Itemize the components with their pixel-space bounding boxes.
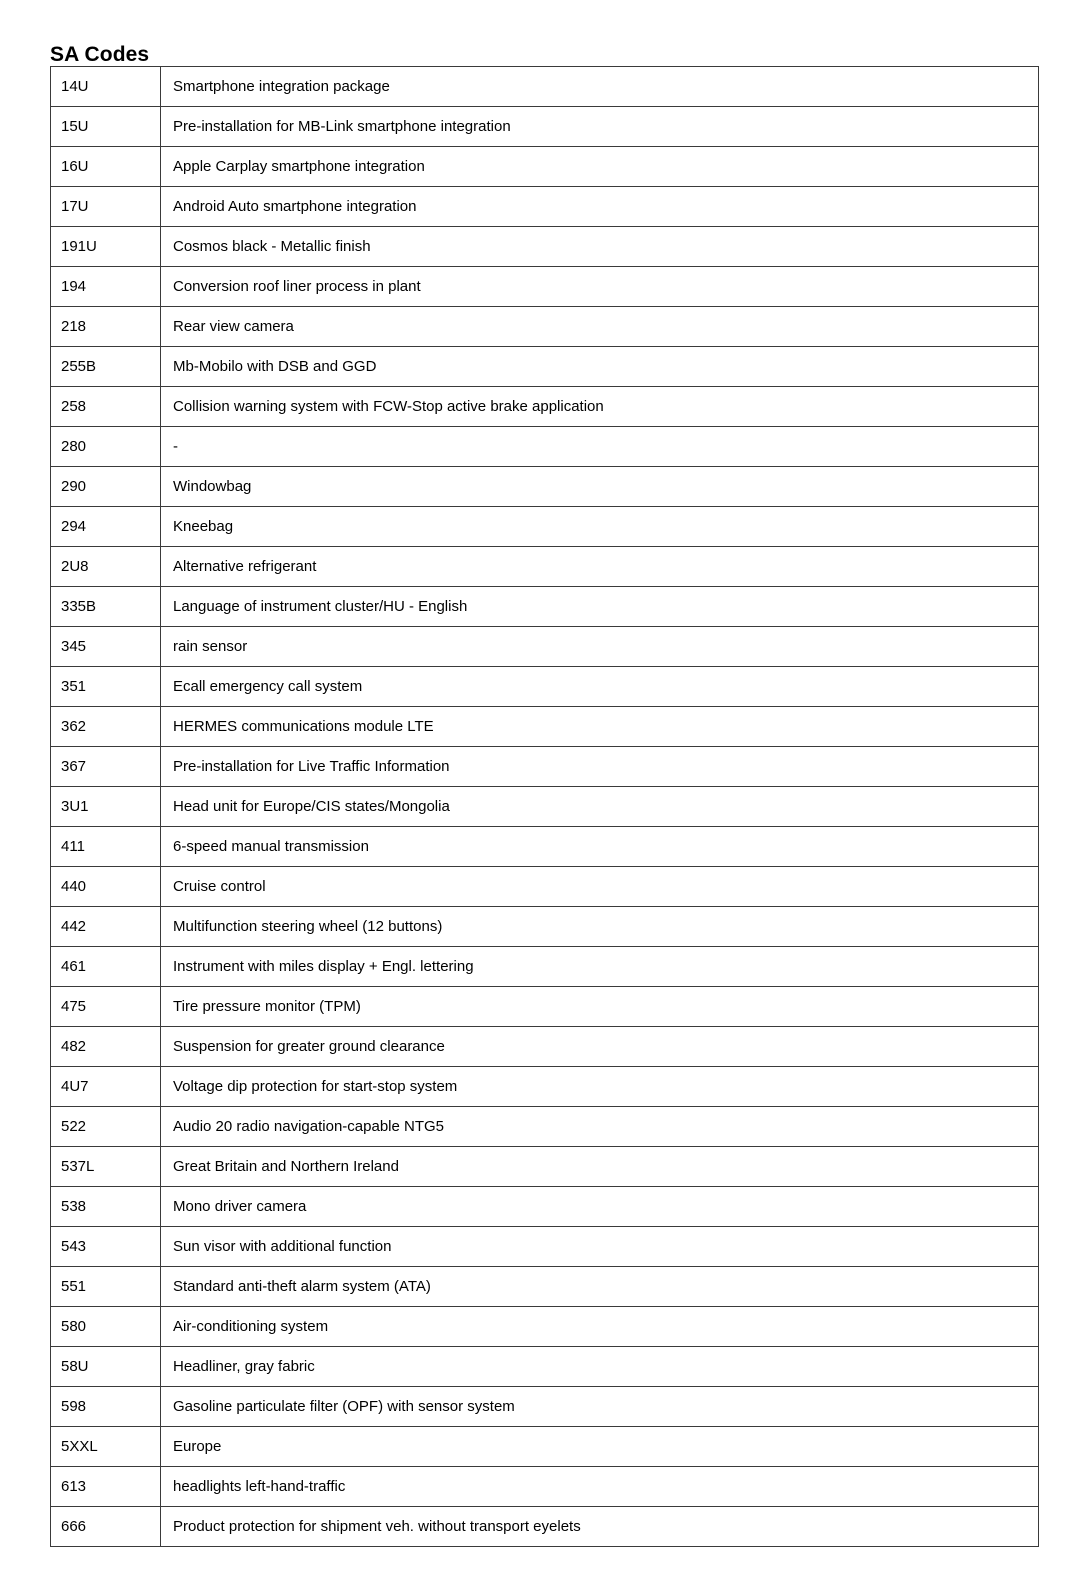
sa-description-cell: Windowbag	[161, 467, 1039, 507]
table-row	[51, 1187, 1039, 1227]
table-row	[51, 507, 1039, 547]
sa-description-cell: Sun visor with additional function	[161, 1227, 1039, 1267]
sa-description-cell: Product protection for shipment veh. without transport eyelets	[161, 1507, 1039, 1547]
sa-code-cell: 5XXL	[51, 1427, 161, 1467]
table-row	[51, 667, 1039, 707]
sa-codes-table	[50, 66, 1039, 1547]
table-row	[51, 1267, 1039, 1307]
sa-code-cell: 461	[51, 947, 161, 987]
table-row	[51, 467, 1039, 507]
sa-description-cell: Kneebag	[161, 507, 1039, 547]
sa-code-cell: 280	[51, 427, 161, 467]
sa-description-cell: Headliner, gray fabric	[161, 1347, 1039, 1387]
sa-code-cell: 598	[51, 1387, 161, 1427]
table-row	[51, 1307, 1039, 1347]
sa-description-cell: Multifunction steering wheel (12 buttons)	[161, 907, 1039, 947]
table-row	[51, 267, 1039, 307]
sa-code-cell: 537L	[51, 1147, 161, 1187]
table-row	[51, 1027, 1039, 1067]
sa-description-cell: Collision warning system with FCW-Stop active brake application	[161, 387, 1039, 427]
table-row	[51, 1387, 1039, 1427]
table-row	[51, 827, 1039, 867]
sa-code-cell: 255B	[51, 347, 161, 387]
sa-code-cell: 2U8	[51, 547, 161, 587]
table-row	[51, 387, 1039, 427]
sa-description-cell: rain sensor	[161, 627, 1039, 667]
sa-description-cell: Pre-installation for MB-Link smartphone integration	[161, 107, 1039, 147]
sa-description-cell: Alternative refrigerant	[161, 547, 1039, 587]
table-row	[51, 1427, 1039, 1467]
table-row	[51, 947, 1039, 987]
table-row	[51, 187, 1039, 227]
sa-description-cell: Apple Carplay smartphone integration	[161, 147, 1039, 187]
sa-description-cell: headlights left-hand-traffic	[161, 1467, 1039, 1507]
sa-code-cell: 666	[51, 1507, 161, 1547]
sa-code-cell: 580	[51, 1307, 161, 1347]
sa-code-cell: 440	[51, 867, 161, 907]
sa-code-cell: 543	[51, 1227, 161, 1267]
table-row	[51, 787, 1039, 827]
sa-code-cell: 351	[51, 667, 161, 707]
sa-description-cell: Audio 20 radio navigation-capable NTG5	[161, 1107, 1039, 1147]
sa-code-cell: 218	[51, 307, 161, 347]
table-row	[51, 347, 1039, 387]
sa-description-cell: Great Britain and Northern Ireland	[161, 1147, 1039, 1187]
sa-description-cell: Android Auto smartphone integration	[161, 187, 1039, 227]
table-row	[51, 1507, 1039, 1547]
sa-description-cell: Pre-installation for Live Traffic Information	[161, 747, 1039, 787]
sa-code-cell: 14U	[51, 67, 161, 107]
table-row	[51, 547, 1039, 587]
sa-description-cell: Ecall emergency call system	[161, 667, 1039, 707]
sa-description-cell: 6-speed manual transmission	[161, 827, 1039, 867]
table-row	[51, 227, 1039, 267]
sa-code-cell: 191U	[51, 227, 161, 267]
sa-code-cell: 290	[51, 467, 161, 507]
sa-code-cell: 482	[51, 1027, 161, 1067]
table-row	[51, 67, 1039, 107]
sa-description-cell: Voltage dip protection for start-stop system	[161, 1067, 1039, 1107]
sa-description-cell: Language of instrument cluster/HU - English	[161, 587, 1039, 627]
sa-description-cell: Smartphone integration package	[161, 67, 1039, 107]
table-row	[51, 627, 1039, 667]
sa-code-cell: 613	[51, 1467, 161, 1507]
table-row	[51, 987, 1039, 1027]
table-row	[51, 147, 1039, 187]
sa-description-cell: Suspension for greater ground clearance	[161, 1027, 1039, 1067]
sa-description-cell: Conversion roof liner process in plant	[161, 267, 1039, 307]
sa-code-cell: 551	[51, 1267, 161, 1307]
page-title: SA Codes	[50, 43, 150, 67]
table-row	[51, 427, 1039, 467]
sa-description-cell: Air-conditioning system	[161, 1307, 1039, 1347]
sa-code-cell: 475	[51, 987, 161, 1027]
sa-description-cell: Head unit for Europe/CIS states/Mongolia	[161, 787, 1039, 827]
sa-codes-table-container	[50, 66, 1038, 1547]
sa-code-cell: 258	[51, 387, 161, 427]
sa-description-cell: Mono driver camera	[161, 1187, 1039, 1227]
sa-codes-table-body	[51, 67, 1039, 1547]
sa-description-cell: Instrument with miles display + Engl. lettering	[161, 947, 1039, 987]
sa-description-cell: Rear view camera	[161, 307, 1039, 347]
table-row	[51, 1067, 1039, 1107]
sa-code-cell: 367	[51, 747, 161, 787]
sa-code-cell: 294	[51, 507, 161, 547]
sa-code-cell: 335B	[51, 587, 161, 627]
sa-code-cell: 538	[51, 1187, 161, 1227]
sa-code-cell: 15U	[51, 107, 161, 147]
sa-code-cell: 4U7	[51, 1067, 161, 1107]
sa-code-cell: 3U1	[51, 787, 161, 827]
sa-description-cell: Tire pressure monitor (TPM)	[161, 987, 1039, 1027]
table-row	[51, 747, 1039, 787]
sa-code-cell: 362	[51, 707, 161, 747]
sa-code-cell: 442	[51, 907, 161, 947]
sa-code-cell: 345	[51, 627, 161, 667]
sa-code-cell: 17U	[51, 187, 161, 227]
table-row	[51, 707, 1039, 747]
table-row	[51, 1227, 1039, 1267]
sa-code-cell: 194	[51, 267, 161, 307]
table-row	[51, 1467, 1039, 1507]
sa-code-cell: 58U	[51, 1347, 161, 1387]
sa-description-cell: Europe	[161, 1427, 1039, 1467]
table-row	[51, 867, 1039, 907]
sa-description-cell: Standard anti-theft alarm system (ATA)	[161, 1267, 1039, 1307]
sa-code-cell: 411	[51, 827, 161, 867]
table-row	[51, 1147, 1039, 1187]
sa-description-cell: Mb-Mobilo with DSB and GGD	[161, 347, 1039, 387]
table-row	[51, 307, 1039, 347]
sa-code-cell: 16U	[51, 147, 161, 187]
sa-description-cell: Cruise control	[161, 867, 1039, 907]
table-row	[51, 587, 1039, 627]
table-row	[51, 1347, 1039, 1387]
sa-description-cell: Gasoline particulate filter (OPF) with sensor system	[161, 1387, 1039, 1427]
sa-code-cell: 522	[51, 1107, 161, 1147]
sa-description-cell: HERMES communications module LTE	[161, 707, 1039, 747]
sa-description-cell: -	[161, 427, 1039, 467]
table-row	[51, 107, 1039, 147]
table-row	[51, 907, 1039, 947]
table-row	[51, 1107, 1039, 1147]
sa-description-cell: Cosmos black - Metallic finish	[161, 227, 1039, 267]
